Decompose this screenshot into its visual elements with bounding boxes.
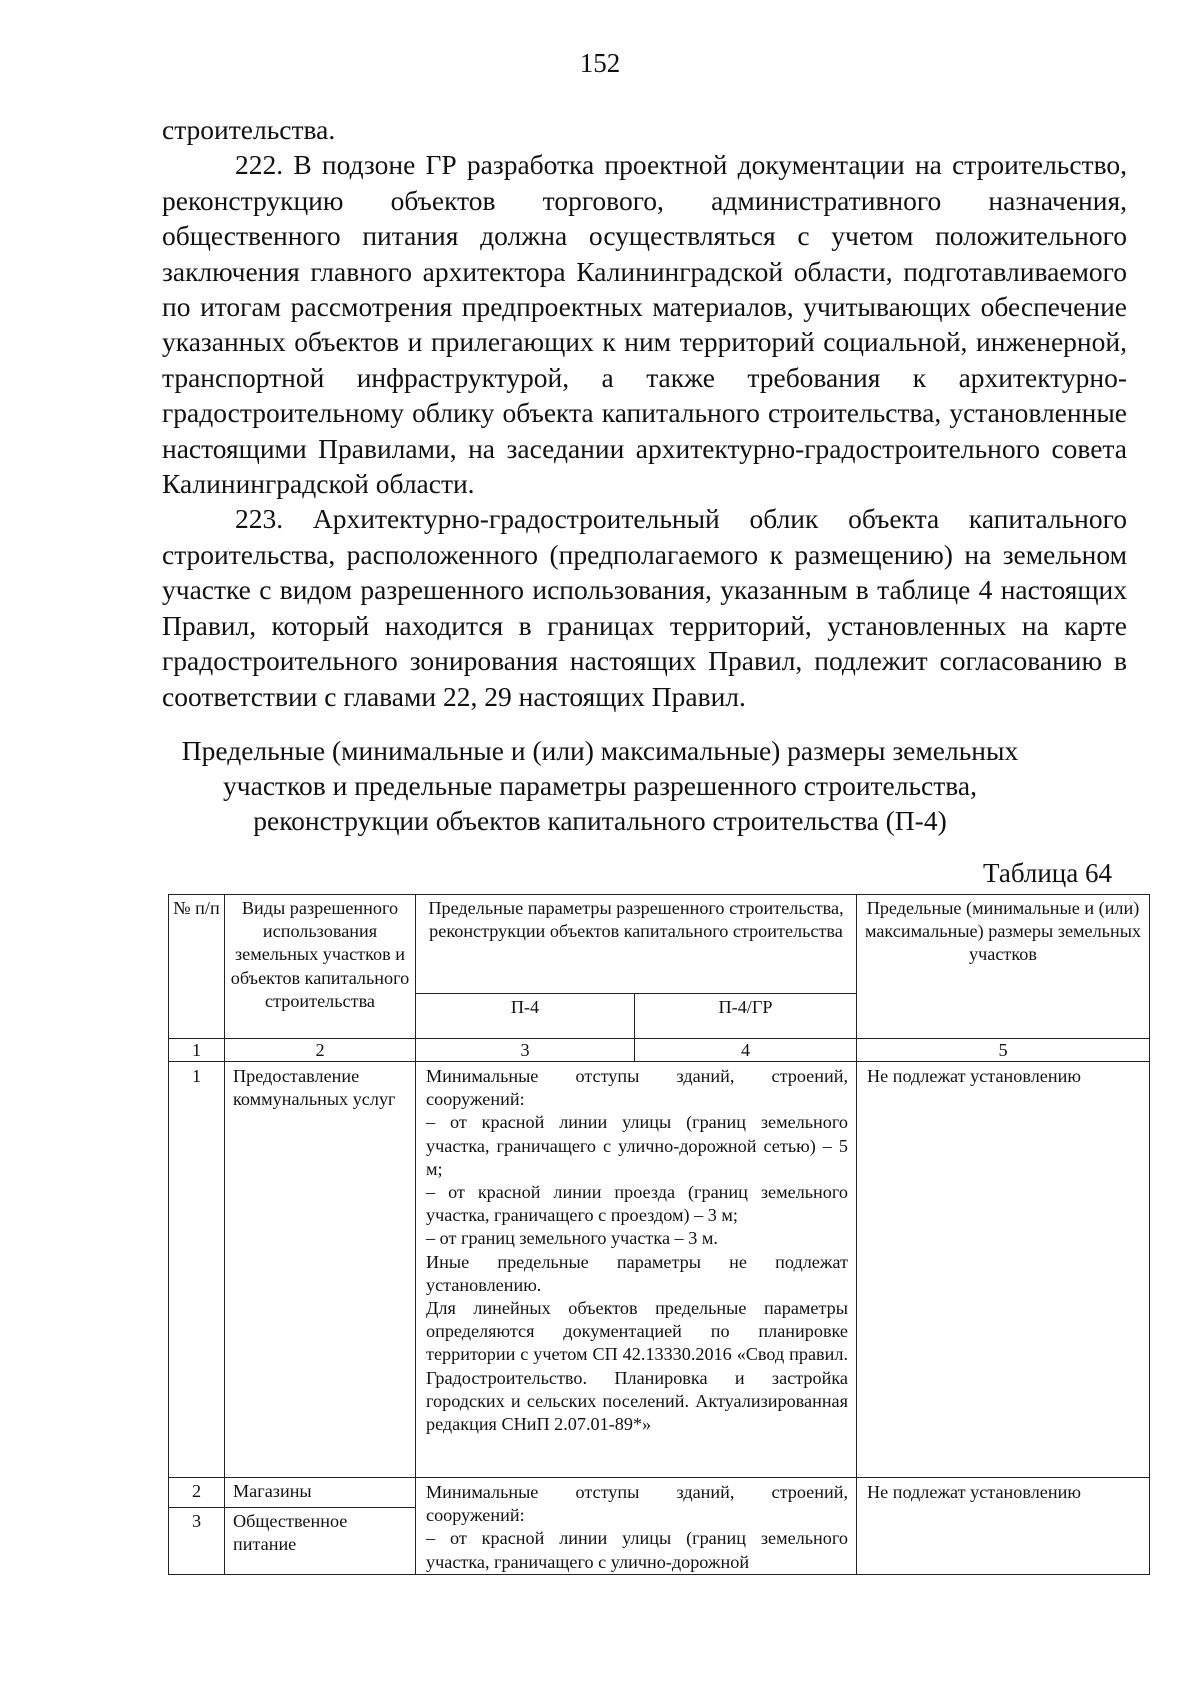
param-line: Минимальные отступы зданий, строений, сооружений: [426, 1482, 848, 1526]
heading-line-3: реконструкции объектов капитального строительства (П-4) [253, 805, 947, 836]
header-sizes: Предельные (минимальные и (или) максимальные) размеры земельных участков [857, 895, 1150, 1039]
param-line: Минимальные отступы зданий, строений, сооружений: [426, 1066, 848, 1110]
table-header-row [169, 895, 1150, 994]
param-line: – от границ земельного участка – 3 м. [426, 1228, 718, 1249]
heading-line-1: Предельные (минимальные и (или) максимальные) размеры земельных [181, 735, 1019, 766]
row-sizes: Не подлежат установлению [857, 1062, 1150, 1478]
row-kind: Общественное питание [225, 1507, 416, 1574]
body-text [162, 112, 1127, 714]
row-params [416, 1062, 857, 1478]
header-p4gr: П-4/ГР [635, 994, 857, 1039]
row-kind: Магазины [225, 1478, 416, 1508]
page-number: 152 [579, 48, 621, 78]
header-num: № п/п [169, 895, 225, 1039]
table-row [169, 1062, 1150, 1478]
col-number: 3 [416, 1039, 635, 1062]
paragraph-223: 223. Архитектурно-градостроительный облик объекта капитального строительства, расположенного (предполагаемого к размещению) на земельном участке с видом разрешенного использования, указанным в таблице 4 настоящих Правил, который находится в границах территорий, установленных на карте градостроительного зонирования настоящих Правил, подлежит согласованию в соответствии с главами 22, 29 настоящих Правил. [162, 503, 1127, 712]
param-line: Иные предельные параметры не подлежат установлению. [426, 1251, 848, 1295]
param-line: – от красной линии проезда (границ земельного участка, граничащего с проездом) – 3 м; [426, 1182, 848, 1226]
table-caption: Таблица 64 [983, 858, 1112, 888]
param-line: Для линейных объектов предельные параметры определяются документацией по планировке территории с учетом СП 42.13330.2016 «Свод правил. Градостроительство. Планировка и застройка городских и сельских поселений. Актуализированная редакция СНиП 2.07.01-89*» [426, 1298, 848, 1435]
col-number: 5 [857, 1039, 1150, 1062]
param-line: – от красной линии улицы (границ земельного участка, граничащего с улично-дорожной [426, 1528, 848, 1572]
paragraph-222: 222. В подзоне ГР разработка проектной документации на строительство, реконструкцию объектов торгового, административного назначения, общественного питания должна осуществляться с учетом положительного заключения главного архитектора Калининградской области, подготавливаемого по итогам рассмотрения предпроектных материалов, учитывающих обеспечение указанных объектов и прилегающих к ним территорий социальной, инженерной, транспортной инфраструктурой, а также требования к архитектурно-градостроительному облику объекта капитального строительства, установленные настоящими Правилами, на заседании архитектурно-градостроительного совета Калининградской области. [162, 149, 1127, 500]
group-params [416, 1478, 857, 1575]
paragraph-continuation: строительства. [162, 114, 336, 145]
header-p4: П-4 [416, 994, 635, 1039]
col-number: 1 [169, 1039, 225, 1062]
column-numbering-row [169, 1039, 1150, 1062]
col-number: 2 [225, 1039, 416, 1062]
param-line: – от красной линии улицы (границ земельного участка, граничащего с улично-дорожной сетью) – 5 м; [426, 1112, 848, 1179]
header-kind: Виды разрешенного использования земельных участков и объектов капитального строительства [225, 895, 416, 1039]
header-params: Предельные параметры разрешенного строительства, реконструкции объектов капитального строительства [416, 895, 857, 994]
row-num: 2 [169, 1478, 225, 1508]
row-num: 1 [169, 1062, 225, 1478]
row-kind: Предоставление коммунальных услуг [225, 1062, 416, 1478]
parameters-table [168, 894, 1150, 1575]
col-number: 4 [635, 1039, 857, 1062]
group-sizes: Не подлежат установлению [857, 1478, 1150, 1575]
table-row [169, 1478, 1150, 1508]
row-num: 3 [169, 1507, 225, 1574]
section-heading [150, 733, 1050, 838]
heading-line-2: участков и предельные параметры разрешенного строительства, [223, 770, 977, 801]
